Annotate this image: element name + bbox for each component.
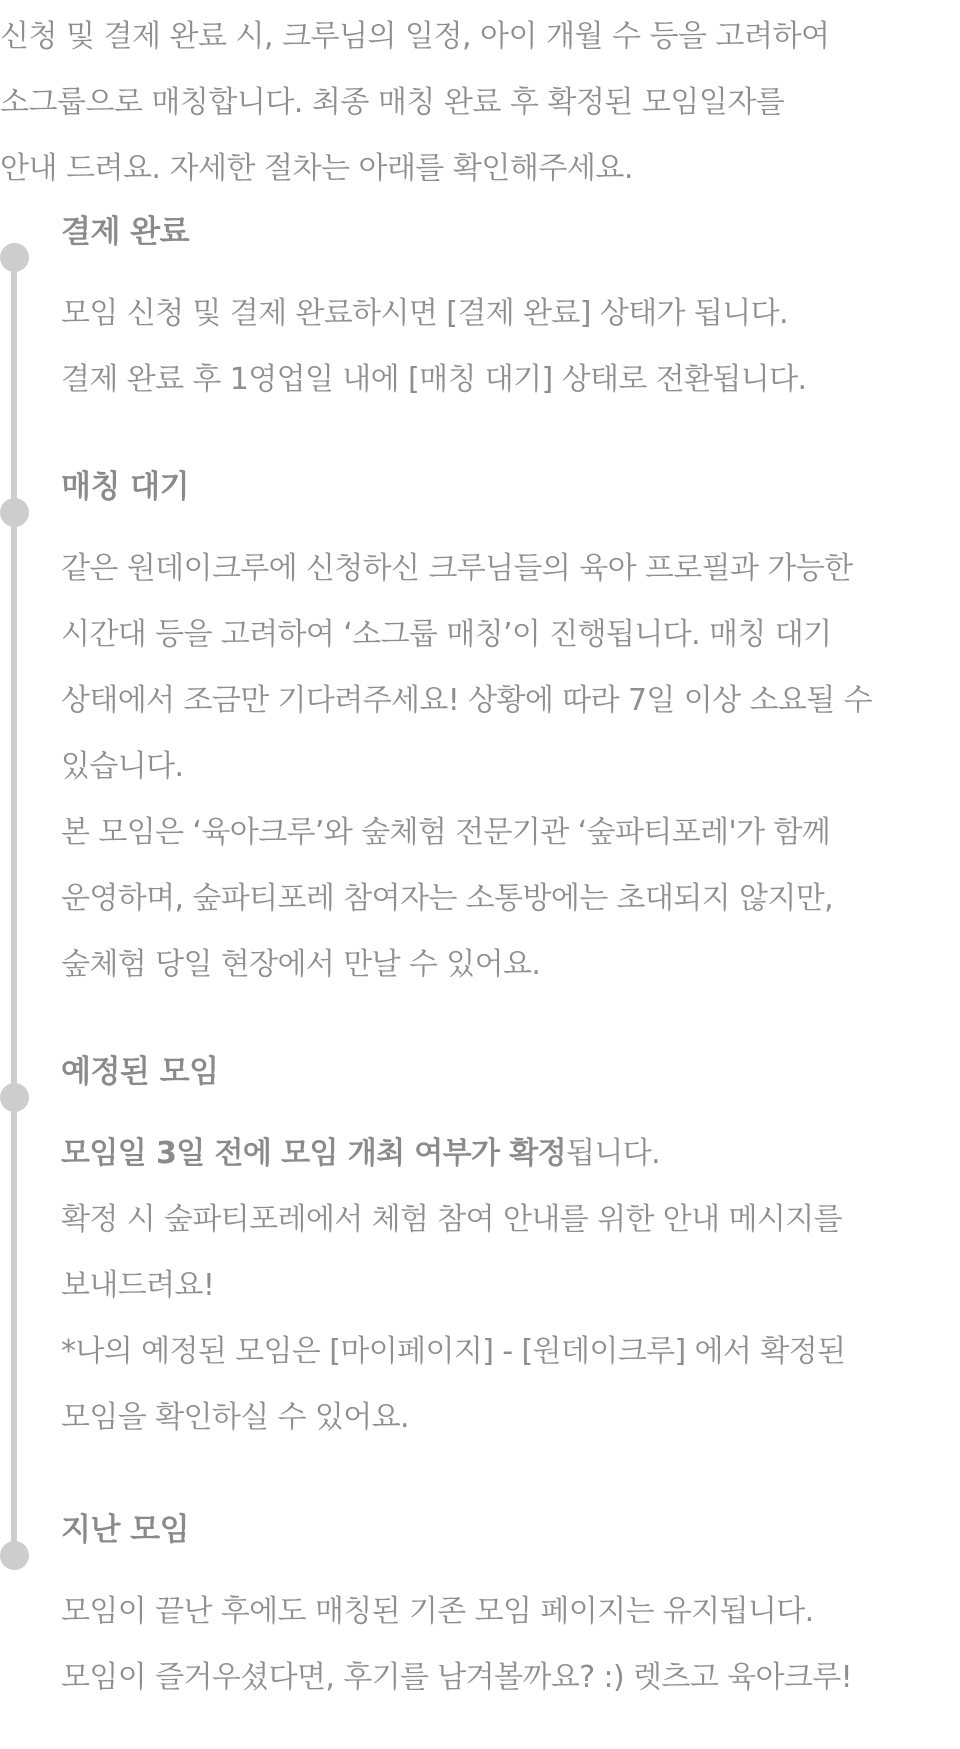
timeline-rail <box>11 258 17 1555</box>
step-body-line: 확정 시 숲파티포레에서 체험 참여 안내를 위한 안내 메시지를 <box>61 1202 842 1237</box>
step-body-line: 상태에서 조금만 기다려주세요! 상황에 따라 7일 이상 소요될 수 <box>61 683 872 718</box>
timeline-dot-past-meeting <box>0 1541 29 1570</box>
step-body-line: 숲체험 당일 현장에서 만날 수 있어요. <box>61 947 541 982</box>
timeline-dot-matching-wait <box>0 498 29 527</box>
step-body-payment-complete <box>61 281 946 413</box>
step-body-line: 운영하며, 숲파티포레 참여자는 소통방에는 초대되지 않지만, <box>61 881 834 916</box>
step-body-line: 모임이 즐거우셨다면, 후기를 남겨볼까요? :) 렛츠고 육아크루! <box>61 1660 853 1695</box>
timeline-dot-scheduled-meeting <box>0 1083 29 1112</box>
step-body-line: 시간대 등을 고려하여 ‘소그룹 매칭’이 진행됩니다. 매칭 대기 <box>61 617 832 652</box>
confirmation-emphasis: 모임일 3일 전에 모임 개최 여부가 확정 <box>61 1136 567 1171</box>
step-body-line: 모임이 끝난 후에도 매칭된 기존 모임 페이지는 유지됩니다. <box>61 1594 814 1629</box>
step-body-line: *나의 예정된 모임은 [마이페이지] - [원데이크루] 에서 확정된 <box>61 1334 846 1369</box>
intro-line: 소그룹으로 매칭합니다. 최종 매칭 완료 후 확정된 모임일자를 <box>0 85 785 120</box>
intro-line: 신청 및 결제 완료 시, 크루님의 일정, 아이 개월 수 등을 고려하여 <box>0 19 830 54</box>
timeline-dot-payment-complete <box>0 243 29 272</box>
intro-paragraph <box>0 4 940 202</box>
confirmation-suffix: 됩니다. <box>566 1136 661 1171</box>
step-title-matching-wait: 매칭 대기 <box>61 469 190 505</box>
step-title-scheduled-meeting: 예정된 모임 <box>61 1054 219 1090</box>
step-title-past-meeting: 지난 모임 <box>61 1512 190 1548</box>
step-body-line: 결제 완료 후 1영업일 내에 [매칭 대기] 상태로 전환됩니다. <box>61 362 807 397</box>
step-title-payment-complete: 결제 완료 <box>61 214 190 250</box>
step-body-line: 모임 신청 및 결제 완료하시면 [결제 완료] 상태가 됩니다. <box>61 296 788 331</box>
step-body-scheduled-meeting <box>61 1121 946 1451</box>
step-body-line: 같은 원데이크루에 신청하신 크루님들의 육아 프로필과 가능한 <box>61 551 853 586</box>
step-body-line: 모임을 확인하실 수 있어요. <box>61 1400 409 1435</box>
step-body-line: 본 모임은 ‘육아크루’와 숲체험 전문기관 ‘숲파티포레'가 함께 <box>61 815 831 850</box>
intro-line: 안내 드려요. 자세한 절차는 아래를 확인해주세요. <box>0 151 633 186</box>
step-body-line: 있습니다. <box>61 749 184 784</box>
step-body-matching-wait <box>61 536 946 998</box>
step-body-past-meeting <box>61 1579 946 1711</box>
step-body-emphasis-line <box>61 1121 946 1187</box>
step-body-line: 보내드려요! <box>61 1268 215 1303</box>
